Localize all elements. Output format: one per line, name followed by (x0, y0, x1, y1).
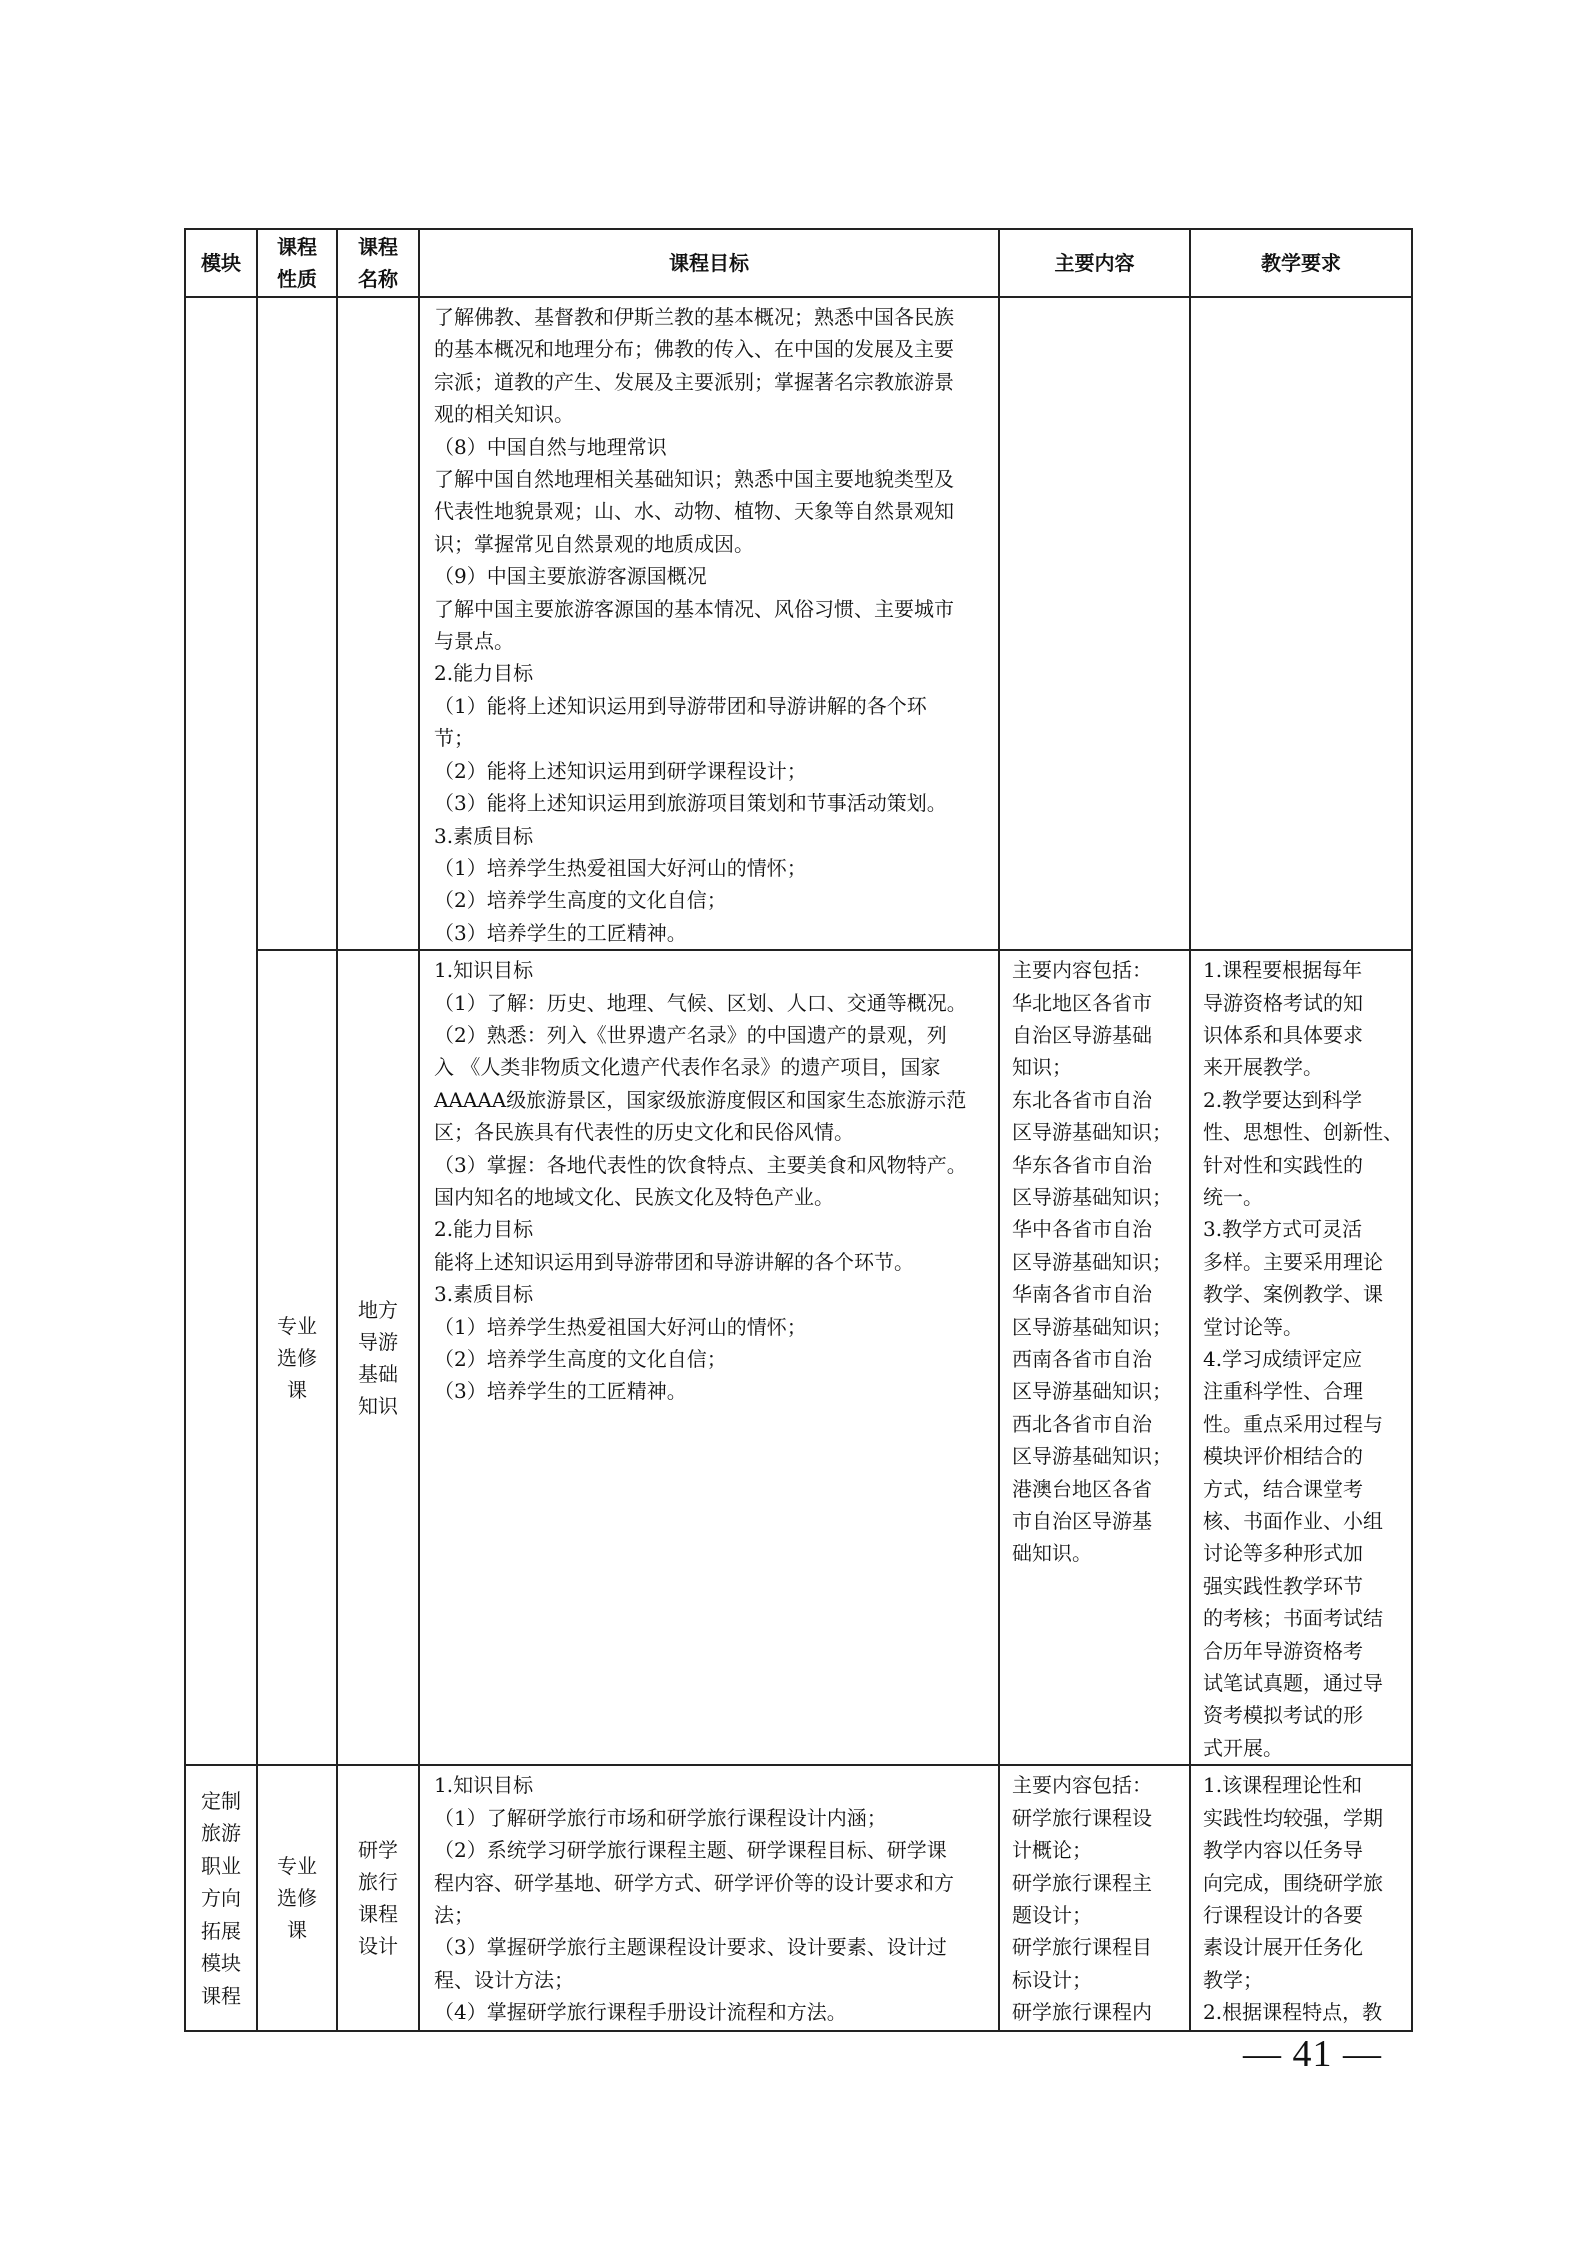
module-cell: 定制旅游职业方向拓展模块课程 (185, 1765, 257, 2031)
text-line: 了解中国主要旅游客源国的基本情况、风俗习惯、主要城市 (434, 596, 954, 621)
text-line: （3）掌握：各地代表性的饮食特点、主要美食和风物特产。 (434, 1152, 967, 1177)
header-nature: 课程性质 (257, 229, 337, 297)
text-line: 的基本概况和地理分布；佛教的传入、在中国的发展及主要 (434, 337, 954, 362)
text-line: 西南各省市自治 (1012, 1347, 1152, 1371)
text-line: 3.教学方式可灵活 (1203, 1217, 1363, 1242)
content-cell (999, 1765, 1190, 2031)
text-line: 注重科学性、合理 (1203, 1379, 1363, 1404)
text-line: 计概论； (1012, 1838, 1092, 1863)
text-line: 代表性地貌景观；山、水、动物、植物、天象等自然景观知 (434, 499, 954, 524)
text-line: 华北地区各省市 (1012, 990, 1152, 1015)
text-line: 针对性和实践性的 (1203, 1152, 1363, 1177)
text-line: AAAAA级旅游景区，国家级旅游度假区和国家生态旅游示范 (434, 1087, 967, 1112)
text-line: 华中各省市自治 (1012, 1217, 1152, 1242)
text-line: 与景点。 (434, 629, 514, 654)
text-line: 试笔试真题，通过导 (1203, 1671, 1383, 1696)
text-line: 3.素质目标 (434, 823, 534, 848)
text-line: 研学旅行课程目 (1012, 1935, 1152, 1960)
text-line: 多样。主要采用理论 (1203, 1249, 1383, 1274)
requirement-cell (1190, 950, 1412, 1765)
text-line: 来开展教学。 (1203, 1055, 1323, 1080)
text-line: 区；各民族具有代表性的历史文化和民俗风情。 (434, 1120, 854, 1145)
text-line: 了解中国自然地理相关基础知识；熟悉中国主要地貌类型及 (434, 467, 954, 492)
module-cell (185, 297, 257, 1765)
text-line: 2.教学要达到科学 (1203, 1087, 1363, 1112)
table-row (185, 297, 1412, 950)
text-line: 西北各省市自治 (1012, 1411, 1152, 1436)
text-line: 东北各省市自治 (1012, 1087, 1152, 1112)
page-number: — 41 — (1243, 2033, 1382, 2075)
text-line: （8）中国自然与地理常识 (434, 434, 667, 459)
header-content: 主要内容 (999, 229, 1190, 297)
table-row (185, 1765, 1412, 2031)
text-line: 自治区导游基础 (1012, 1022, 1152, 1047)
text-line: （9）中国主要旅游客源国概况 (434, 564, 707, 589)
text-line: （3）能将上述知识运用到旅游项目策划和节事活动策划。 (434, 791, 947, 816)
text-line: 行课程设计的各要 (1203, 1902, 1363, 1927)
text-line: 模块评价相结合的 (1203, 1444, 1363, 1469)
text-line: 础知识。 (1012, 1541, 1092, 1566)
text-line: 了解佛教、基督教和伊斯兰教的基本概况；熟悉中国各民族 (434, 305, 954, 329)
text-line: （2）培养学生高度的文化自信； (434, 1347, 727, 1371)
header-name: 课程名称 (337, 229, 419, 297)
text-line: （3）培养学生的工匠精神。 (434, 1379, 687, 1404)
text-line: 讨论等多种形式加 (1203, 1541, 1363, 1566)
text-line: 区导游基础知识； (1012, 1184, 1172, 1209)
text-line: 区导游基础知识； (1012, 1314, 1172, 1339)
text-line: 性。重点采用过程与 (1203, 1411, 1383, 1436)
text-line: 标设计； (1012, 1967, 1092, 1992)
text-line: （2）能将上述知识运用到研学课程设计； (434, 758, 807, 783)
content-cell (999, 297, 1190, 950)
text-line: 1.课程要根据每年 (1203, 958, 1363, 983)
text-line: （2）培养学生高度的文化自信； (434, 888, 727, 913)
text-line: 节； (434, 726, 474, 751)
text-line: （3）掌握研学旅行主题课程设计要求、设计要素、设计过 (434, 1935, 947, 1960)
text-line: （1）了解研学旅行市场和研学旅行课程设计内涵； (434, 1805, 887, 1830)
text-line: 国内知名的地域文化、民族文化及特色产业。 (434, 1184, 834, 1209)
text-line: 1.知识目标 (434, 1773, 534, 1798)
text-line: 识体系和具体要求 (1203, 1022, 1363, 1047)
requirement-cell (1190, 1765, 1412, 2031)
text-line: 性、思想性、创新性、 (1203, 1120, 1403, 1145)
text-line: 2.能力目标 (434, 1217, 534, 1242)
header-requirement: 教学要求 (1190, 229, 1412, 297)
text-line: （2）系统学习研学旅行课程主题、研学课程目标、研学课 (434, 1838, 947, 1863)
header-module: 模块 (185, 229, 257, 297)
text-line: （3）培养学生的工匠精神。 (434, 920, 687, 945)
text-line: 入 《人类非物质文化遗产代表作名录》的遗产项目，国家 (434, 1055, 941, 1080)
text-line: 能将上述知识运用到导游带团和导游讲解的各个环节。 (434, 1249, 914, 1274)
text-line: 的考核；书面考试结 (1203, 1606, 1383, 1631)
requirement-cell (1190, 297, 1412, 950)
text-line: 法； (434, 1902, 474, 1927)
text-line: 导游资格考试的知 (1203, 990, 1363, 1015)
nature-cell (257, 297, 337, 950)
text-line: 港澳台地区各省 (1012, 1476, 1152, 1501)
text-line: （1）培养学生热爱祖国大好河山的情怀； (434, 1314, 807, 1339)
text-line: 教学内容以任务导 (1203, 1838, 1363, 1863)
content-cell (999, 950, 1190, 1765)
text-line: 主要内容包括： (1012, 1773, 1152, 1798)
text-line: 区导游基础知识； (1012, 1249, 1172, 1274)
nature-cell: 专业选修课 (257, 950, 337, 1765)
text-line: 合历年导游资格考 (1203, 1638, 1363, 1663)
text-line: 研学旅行课程设 (1012, 1805, 1152, 1830)
text-line: （4）掌握研学旅行课程手册设计流程和方法。 (434, 2000, 847, 2025)
course-table (184, 228, 1413, 2032)
text-line: 识；掌握常见自然景观的地质成因。 (434, 531, 754, 556)
text-line: 观的相关知识。 (434, 402, 574, 427)
text-line: 3.素质目标 (434, 1282, 534, 1307)
text-line: 1.该课程理论性和 (1203, 1773, 1363, 1798)
text-line: 实践性均较强，学期 (1203, 1805, 1383, 1830)
text-line: 华南各省市自治 (1012, 1282, 1152, 1307)
goal-cell (419, 1765, 999, 2031)
text-line: 强实践性教学环节 (1203, 1573, 1363, 1598)
text-line: 式开展。 (1203, 1735, 1283, 1760)
text-line: 统一。 (1203, 1184, 1263, 1209)
text-line: 素设计展开任务化 (1203, 1935, 1363, 1960)
name-cell (337, 297, 419, 950)
text-line: 2.能力目标 (434, 661, 534, 686)
text-line: （1）了解：历史、地理、气候、区划、人口、交通等概况。 (434, 990, 967, 1015)
text-line: 宗派；道教的产生、发展及主要派别；掌握著名宗教旅游景 (434, 369, 954, 394)
text-line: 主要内容包括： (1012, 958, 1152, 983)
goal-cell (419, 297, 999, 950)
text-line: 区导游基础知识； (1012, 1120, 1172, 1145)
text-line: （1）培养学生热爱祖国大好河山的情怀； (434, 855, 807, 880)
text-line: 区导游基础知识； (1012, 1379, 1172, 1404)
text-line: 区导游基础知识； (1012, 1444, 1172, 1469)
name-cell: 研学旅行课程设计 (337, 1765, 419, 2031)
text-line: 1.知识目标 (434, 958, 534, 983)
text-line: 市自治区导游基 (1012, 1509, 1152, 1534)
text-line: 2.根据课程特点，教 (1203, 2000, 1383, 2025)
text-line: （2）熟悉：列入《世界遗产名录》的中国遗产的景观，列 (434, 1022, 947, 1047)
text-line: 资考模拟考试的形 (1203, 1703, 1363, 1728)
text-line: 教学； (1203, 1967, 1263, 1992)
text-line: 程内容、研学基地、研学方式、研学评价等的设计要求和方 (434, 1870, 954, 1895)
text-line: 题设计； (1012, 1902, 1092, 1927)
text-line: 向完成，围绕研学旅 (1203, 1870, 1383, 1895)
header-goal: 课程目标 (419, 229, 999, 297)
text-line: 知识； (1012, 1055, 1072, 1080)
nature-cell: 专业选修课 (257, 1765, 337, 2031)
text-line: 核、书面作业、小组 (1203, 1509, 1383, 1534)
text-line: 华东各省市自治 (1012, 1152, 1152, 1177)
table-header-row (185, 229, 1412, 297)
text-line: 程、设计方法； (434, 1967, 574, 1992)
table-row (185, 950, 1412, 1765)
text-line: 方式，结合课堂考 (1203, 1476, 1363, 1501)
text-line: 研学旅行课程主 (1012, 1870, 1152, 1895)
text-line: 研学旅行课程内 (1012, 2000, 1152, 2025)
text-line: 堂讨论等。 (1203, 1314, 1303, 1339)
goal-cell (419, 950, 999, 1765)
name-cell: 地方导游基础知识 (337, 950, 419, 1765)
text-line: 4.学习成绩评定应 (1203, 1347, 1363, 1371)
text-line: （1）能将上述知识运用到导游带团和导游讲解的各个环 (434, 693, 927, 718)
text-line: 教学、案例教学、课 (1203, 1282, 1383, 1307)
